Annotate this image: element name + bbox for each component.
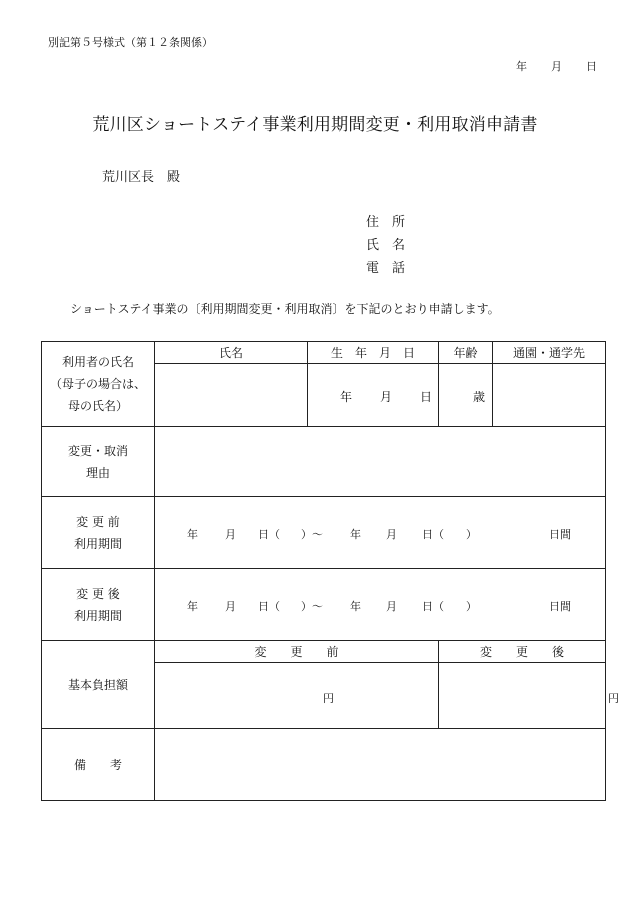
burden-after-header: 変 更 後 <box>439 641 606 663</box>
addressee: 荒川区長 殿 <box>102 170 181 185</box>
after-range-tilde: ）～ <box>301 599 323 613</box>
before-end-day: 日（ <box>422 527 444 541</box>
after-end-close: ） <box>466 599 477 613</box>
before-end-month: 月 <box>386 527 397 541</box>
user-name-label-cell <box>42 342 155 427</box>
after-end-month: 月 <box>386 599 397 613</box>
date-month-label: 月 <box>551 60 562 73</box>
name-label: 氏 名 <box>366 238 406 253</box>
burden-before-header: 変 更 前 <box>155 641 439 663</box>
phone-label: 電 話 <box>366 261 406 276</box>
remarks-value[interactable] <box>155 729 606 801</box>
after-end-day: 日（ <box>422 599 444 613</box>
birth-year-label: 年 <box>340 390 353 404</box>
col-birthdate-header: 生 年 月 日 <box>308 342 439 364</box>
burden-before-value[interactable] <box>155 663 439 729</box>
after-end-year: 年 <box>350 599 361 613</box>
burden-after-yen: 円 <box>608 691 619 705</box>
after-start-month: 月 <box>225 599 236 613</box>
reason-label-2: 理由 <box>85 465 110 480</box>
before-end-close: ） <box>466 527 477 541</box>
reason-label-cell <box>42 427 155 497</box>
date-day-label: 日 <box>586 60 597 73</box>
birth-day-label: 日 <box>420 390 433 404</box>
col-school-header: 通園・通学先 <box>493 342 606 364</box>
burden-before-yen: 円 <box>323 691 334 705</box>
date-year-label: 年 <box>516 60 527 73</box>
user-name-note-2: 母の氏名） <box>67 399 128 413</box>
school-value[interactable] <box>493 364 606 427</box>
intro-text: ショートステイ事業の〔利用期間変更・利用取消〕を下記のとおり申請します。 <box>70 302 500 316</box>
before-period-label-2: 利用期間 <box>73 536 122 551</box>
birth-month-label: 月 <box>380 390 393 404</box>
user-name-note-1: （母子の場合は、 <box>49 377 146 391</box>
burden-after-value[interactable] <box>439 663 619 729</box>
before-period-label: 変 更 前 <box>76 514 120 529</box>
col-name-header: 氏名 <box>155 342 308 364</box>
after-days-label: 日間 <box>549 599 571 613</box>
age-value[interactable] <box>439 364 493 427</box>
birthdate-value[interactable] <box>308 364 439 427</box>
before-end-year: 年 <box>350 527 361 541</box>
after-period-label: 変 更 後 <box>76 586 120 601</box>
before-start-month: 月 <box>225 527 236 541</box>
reason-value[interactable] <box>155 427 606 497</box>
col-age-header: 年齢 <box>439 342 493 364</box>
submission-date <box>516 58 597 74</box>
after-start-year: 年 <box>187 599 198 613</box>
before-period-value[interactable] <box>155 497 606 569</box>
after-period-label-cell <box>42 569 155 641</box>
age-unit: 歳 <box>473 390 486 404</box>
user-name-value[interactable] <box>155 364 308 427</box>
form-id: 別記第５号様式（第１２条関係） <box>48 36 213 49</box>
before-period-label-cell <box>42 497 155 569</box>
user-name-label: 利用者の氏名 <box>61 355 134 369</box>
after-start-day: 日（ <box>258 599 280 613</box>
address-label: 住 所 <box>366 215 406 230</box>
remarks-label: 備 考 <box>42 729 155 801</box>
before-start-day: 日（ <box>258 527 280 541</box>
burden-label: 基本負担額 <box>42 641 155 729</box>
document-title: 荒川区ショートステイ事業利用期間変更・利用取消申請書 <box>92 115 538 135</box>
after-period-value[interactable] <box>155 569 606 641</box>
after-period-label-2: 利用期間 <box>73 608 122 623</box>
before-start-year: 年 <box>187 527 198 541</box>
reason-label: 変更・取消 <box>67 443 128 458</box>
application-table <box>41 341 619 801</box>
before-range-tilde: ）～ <box>301 527 323 541</box>
before-days-label: 日間 <box>549 527 571 541</box>
